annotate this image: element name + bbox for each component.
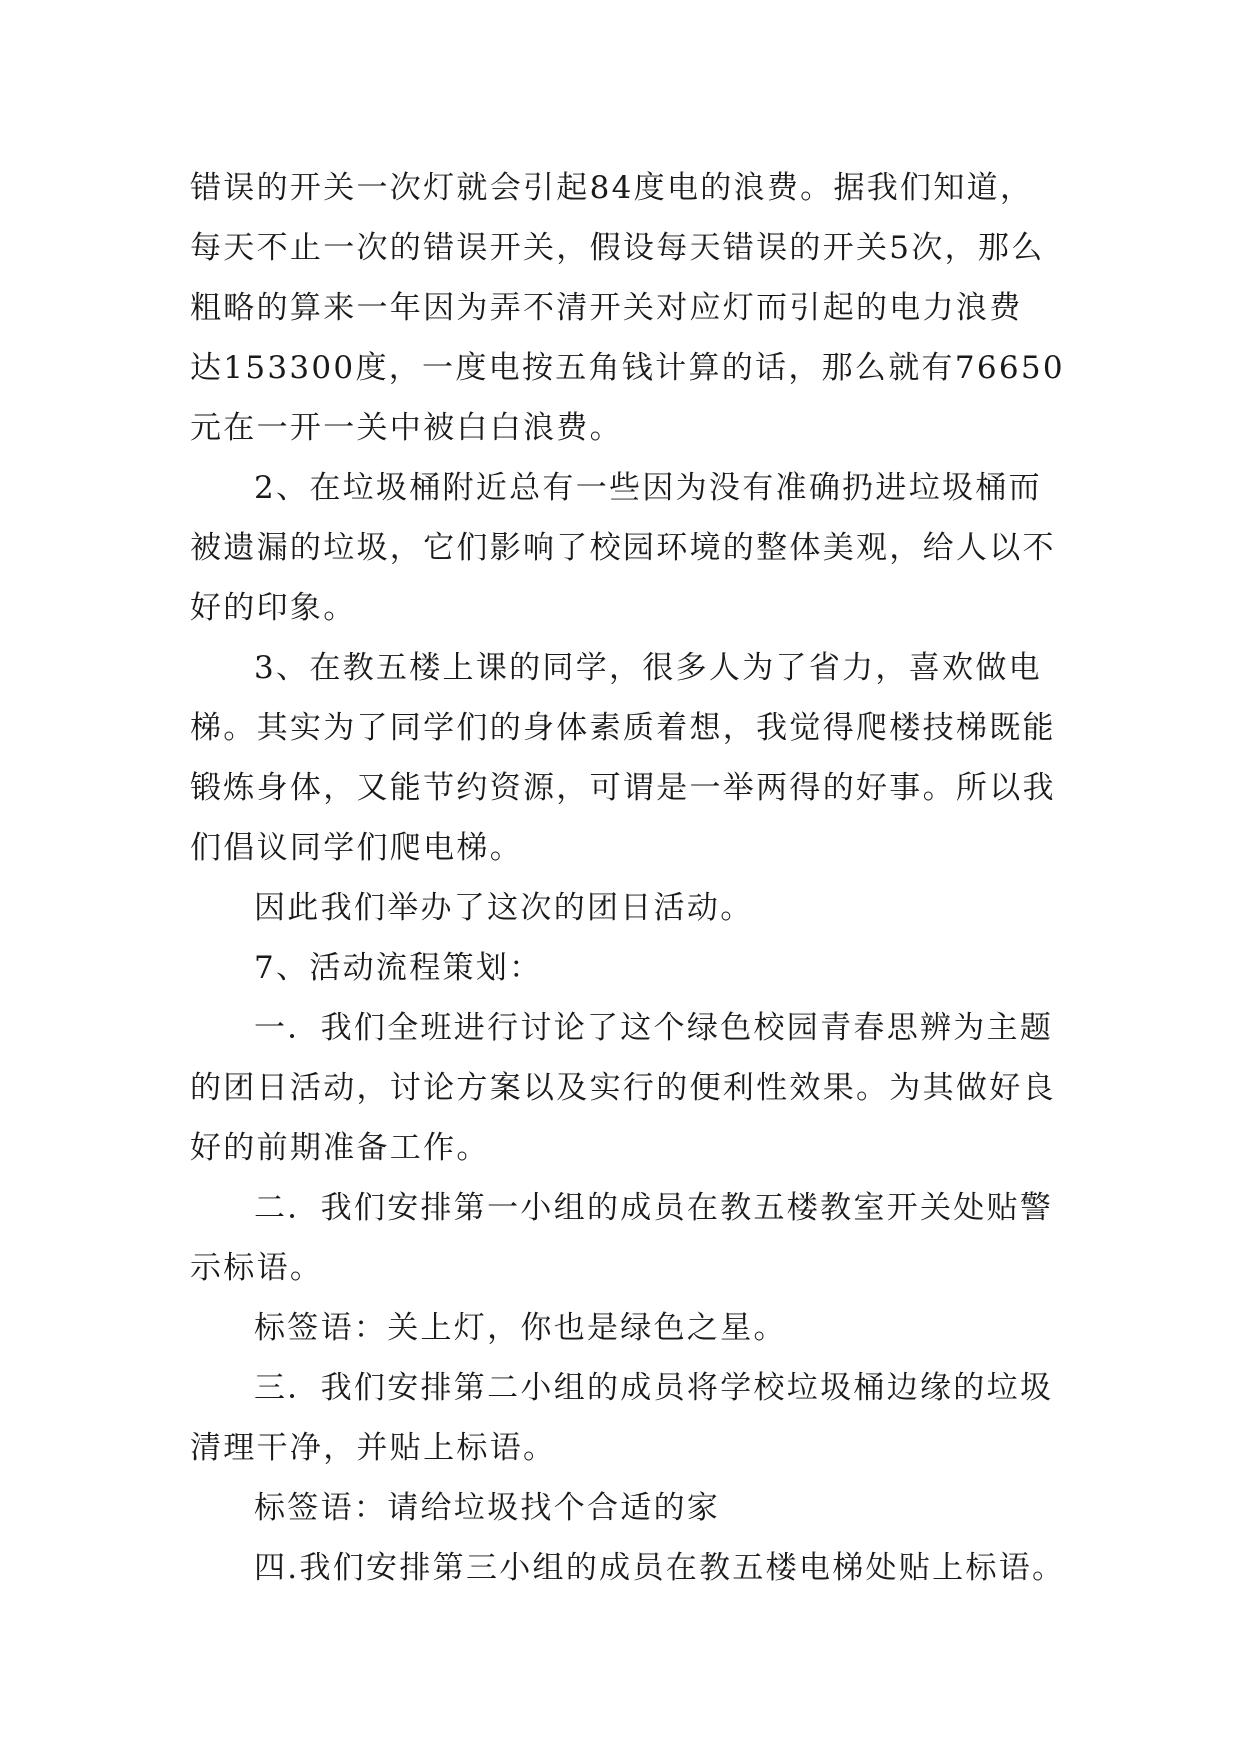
text-line: 元在一开一关中被白白浪费。 xyxy=(190,410,623,446)
text-line: 标签语：关上灯，你也是绿色之星。 xyxy=(254,1310,787,1346)
text-line: 好的印象。 xyxy=(190,590,357,626)
text-line: 7、活动流程策划： xyxy=(254,950,543,986)
text-line: 的团日活动，讨论方案以及实行的便利性效果。为其做好良 xyxy=(190,1070,1056,1106)
text-line: 标签语：请给垃圾找个合适的家 xyxy=(254,1490,721,1526)
text-line: 达153300度，一度电按五角钱计算的话，那么就有76650 xyxy=(190,350,1065,386)
text-line: 一．我们全班进行讨论了这个绿色校园青春思辨为主题 xyxy=(254,1010,1054,1046)
text-line: 被遗漏的垃圾，它们影响了校园环境的整体美观，给人以不 xyxy=(190,530,1056,566)
text-line: 3、在教五楼上课的同学，很多人为了省力，喜欢做电 xyxy=(254,650,1042,686)
text-line: 好的前期准备工作。 xyxy=(190,1130,490,1166)
text-line: 因此我们举办了这次的团日活动。 xyxy=(254,890,754,926)
text-line: 示标语。 xyxy=(190,1250,324,1286)
text-line: 梯。其实为了同学们的身体素质着想，我觉得爬楼技梯既能 xyxy=(190,710,1056,746)
document-body xyxy=(190,158,1066,1598)
text-line: 们倡议同学们爬电梯。 xyxy=(190,830,523,866)
text-line: 锻炼身体，又能节约资源，可谓是一举两得的好事。所以我 xyxy=(190,770,1056,806)
text-line: 粗略的算来一年因为弄不清开关对应灯而引起的电力浪费 xyxy=(190,290,1023,326)
text-line: 三．我们安排第二小组的成员将学校垃圾桶边缘的垃圾 xyxy=(254,1370,1054,1406)
text-line: 错误的开关一次灯就会引起84度电的浪费。据我们知道， xyxy=(190,170,1034,206)
text-line: 清理干净，并贴上标语。 xyxy=(190,1430,557,1466)
text-line: 2、在垃圾桶附近总有一些因为没有准确扔进垃圾桶而 xyxy=(254,470,1042,506)
text-line: 每天不止一次的错误开关，假设每天错误的开关5次，那么 xyxy=(190,230,1045,266)
text-line: 二．我们安排第一小组的成员在教五楼教室开关处贴警 xyxy=(254,1190,1054,1226)
text-line: 四.我们安排第三小组的成员在教五楼电梯处贴上标语。 xyxy=(254,1550,1066,1586)
